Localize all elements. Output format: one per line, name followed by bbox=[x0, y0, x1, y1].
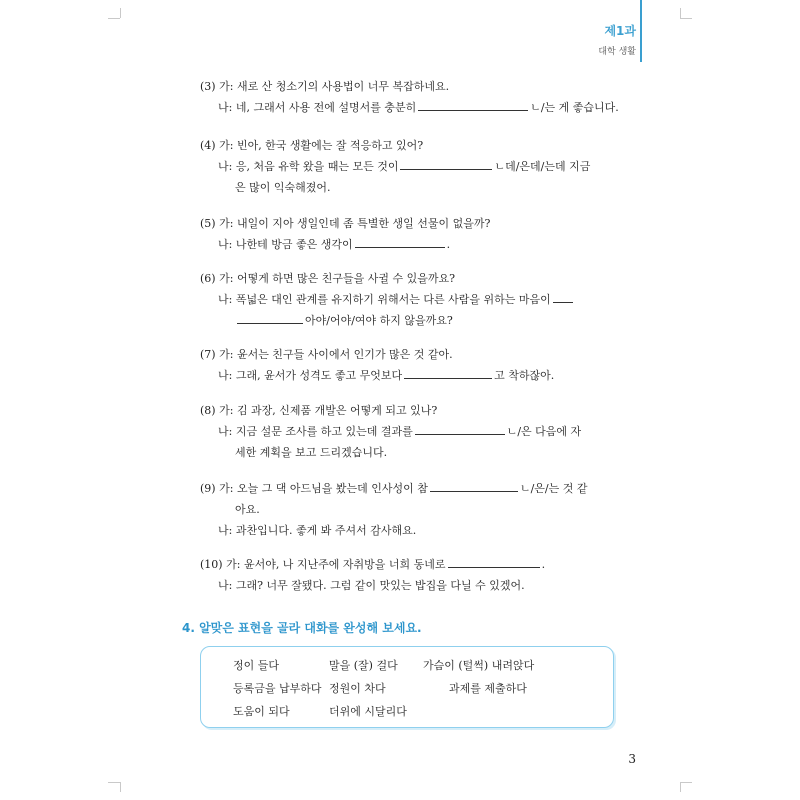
dialogue-line: . bbox=[541, 558, 546, 571]
answer-blank[interactable] bbox=[418, 98, 528, 111]
word-option[interactable]: 더위에 시달리다 bbox=[329, 705, 407, 718]
answer-blank[interactable] bbox=[237, 311, 303, 324]
question-8 bbox=[200, 400, 620, 463]
crop-mark bbox=[108, 18, 120, 19]
question-number: (7) bbox=[200, 348, 216, 361]
question-5 bbox=[200, 213, 620, 255]
dialogue-line: 세한 계획을 보고 드리겠습니다. bbox=[235, 446, 388, 459]
word-option[interactable]: 과제를 제출하다 bbox=[449, 682, 527, 695]
question-number: (3) bbox=[200, 80, 216, 93]
dialogue-line: 아야/어야/여야 하지 않을까요? bbox=[305, 314, 453, 327]
speaker-a: 가: bbox=[226, 558, 241, 571]
dialogue-line: 윤서는 친구들 사이에서 인기가 많은 것 같아. bbox=[236, 348, 453, 361]
speaker-b: 나: bbox=[218, 524, 233, 537]
crop-mark bbox=[108, 782, 120, 783]
dialogue-line: 오늘 그 댁 아드님을 봤는데 인사성이 참 bbox=[236, 482, 428, 495]
crop-mark bbox=[120, 8, 121, 18]
dialogue-line: 지금 설문 조사를 하고 있는데 결과를 bbox=[235, 425, 413, 438]
question-3 bbox=[200, 76, 620, 118]
dialogue-line: 어떻게 하면 많은 친구들을 사귈 수 있을까요? bbox=[236, 272, 456, 285]
answer-blank[interactable] bbox=[400, 157, 492, 170]
crop-mark bbox=[120, 782, 121, 792]
speaker-a: 가: bbox=[219, 80, 234, 93]
lesson-title: 대학 생활 bbox=[598, 47, 636, 57]
dialogue-line: 김 과장, 신제품 개발은 어떻게 되고 있나? bbox=[236, 404, 438, 417]
word-option[interactable]: 등록금을 납부하다 bbox=[233, 682, 322, 695]
crop-mark bbox=[680, 8, 681, 18]
word-option[interactable]: 가슴이 (털썩) 내려앉다 bbox=[423, 659, 535, 672]
question-number: (10) bbox=[200, 558, 223, 571]
word-option[interactable]: 도움이 되다 bbox=[233, 705, 290, 718]
speaker-b: 나: bbox=[218, 579, 233, 592]
question-number: (8) bbox=[200, 404, 216, 417]
crop-mark bbox=[680, 782, 692, 783]
answer-blank[interactable] bbox=[430, 479, 518, 492]
crop-mark bbox=[680, 782, 681, 792]
dialogue-line: 빈아, 한국 생활에는 잘 적응하고 있어? bbox=[236, 139, 424, 152]
word-option[interactable]: 정원이 차다 bbox=[329, 682, 386, 695]
speaker-a: 가: bbox=[219, 217, 234, 230]
question-number: (4) bbox=[200, 139, 216, 152]
question-6 bbox=[200, 268, 620, 331]
question-9 bbox=[200, 478, 620, 541]
dialogue-line: 과찬입니다. 좋게 봐 주셔서 감사해요. bbox=[235, 524, 417, 537]
dialogue-line: ㄴ/은/는 것 같 bbox=[519, 482, 588, 495]
answer-blank[interactable] bbox=[553, 290, 573, 303]
dialogue-line: 그래, 윤서가 성격도 좋고 무엇보다 bbox=[235, 369, 403, 382]
speaker-b: 나: bbox=[218, 238, 233, 251]
question-number: (5) bbox=[200, 217, 216, 230]
speaker-b: 나: bbox=[218, 369, 233, 382]
speaker-b: 나: bbox=[218, 160, 233, 173]
speaker-b: 나: bbox=[218, 293, 233, 306]
dialogue-line: ㄴ데/은데/는데 지금 bbox=[494, 160, 591, 173]
dialogue-line: 폭넓은 대인 관계를 유지하기 위해서는 다른 사람을 위하는 마음이 bbox=[235, 293, 551, 306]
word-option[interactable]: 말을 (잘) 걸다 bbox=[329, 659, 398, 672]
dialogue-line: 응, 처음 유학 왔을 때는 모든 것이 bbox=[235, 160, 399, 173]
dialogue-line: 네, 그래서 사용 전에 설명서를 충분히 bbox=[235, 101, 417, 114]
dialogue-line: 나한테 방금 좋은 생각이 bbox=[235, 238, 353, 251]
answer-blank[interactable] bbox=[415, 422, 505, 435]
crop-mark bbox=[680, 18, 692, 19]
dialogue-line: 은 많이 익숙해졌어. bbox=[235, 181, 331, 194]
dialogue-line: ㄴ/은 다음에 자 bbox=[506, 425, 582, 438]
speaker-b: 나: bbox=[218, 101, 233, 114]
question-4 bbox=[200, 135, 620, 198]
section-4-title: 4. 알맞은 표현을 골라 대화를 완성해 보세요. bbox=[182, 621, 422, 635]
dialogue-line: 새로 산 청소기의 사용법이 너무 복잡하네요. bbox=[236, 80, 450, 93]
dialogue-line: 아요. bbox=[235, 503, 260, 516]
speaker-a: 가: bbox=[219, 348, 234, 361]
speaker-a: 가: bbox=[219, 404, 234, 417]
question-number: (9) bbox=[200, 482, 216, 495]
header-accent-bar bbox=[640, 0, 642, 62]
page-number: 3 bbox=[628, 752, 636, 766]
word-bank-box bbox=[200, 646, 614, 728]
answer-blank[interactable] bbox=[355, 235, 445, 248]
question-7 bbox=[200, 344, 620, 386]
dialogue-line: 고 착하잖아. bbox=[494, 369, 555, 382]
speaker-a: 가: bbox=[219, 139, 234, 152]
speaker-b: 나: bbox=[218, 425, 233, 438]
answer-blank[interactable] bbox=[404, 366, 492, 379]
speaker-a: 가: bbox=[219, 272, 234, 285]
dialogue-line: 내일이 지아 생일인데 좀 특별한 생일 선물이 없을까? bbox=[236, 217, 491, 230]
question-number: (6) bbox=[200, 272, 216, 285]
answer-blank[interactable] bbox=[448, 555, 540, 568]
word-option[interactable]: 정이 들다 bbox=[233, 659, 280, 672]
lesson-number: 제1과 bbox=[604, 24, 636, 38]
dialogue-line: 그래? 너무 잘됐다. 그럼 같이 맛있는 밥집을 다닐 수 있겠어. bbox=[235, 579, 525, 592]
speaker-a: 가: bbox=[219, 482, 234, 495]
dialogue-line: 윤서야, 나 지난주에 자취방을 너희 동네로 bbox=[243, 558, 446, 571]
dialogue-line: ㄴ/는 게 좋습니다. bbox=[530, 101, 619, 114]
dialogue-line: . bbox=[446, 238, 451, 251]
question-10 bbox=[200, 554, 620, 596]
